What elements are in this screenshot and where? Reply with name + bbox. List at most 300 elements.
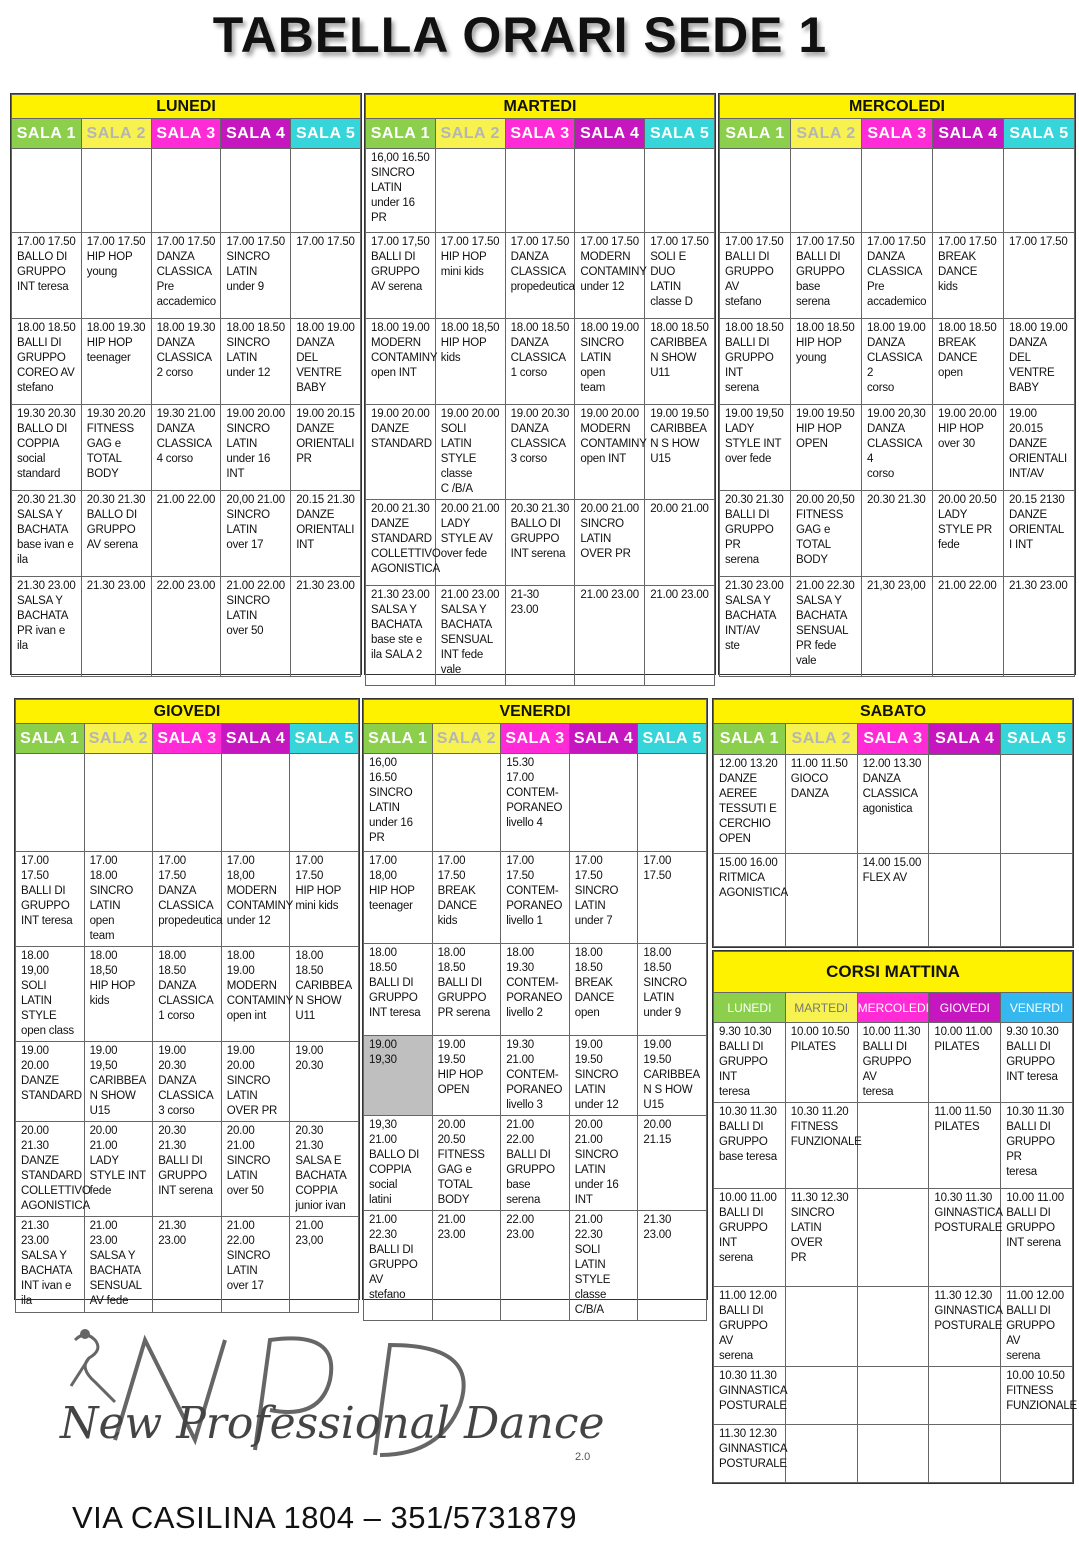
cm-cell: [785, 1103, 862, 1189]
class-text: [1001, 854, 1072, 946]
class-cell: [221, 947, 294, 1042]
class-cell: [929, 853, 1001, 946]
cm-text: [929, 1367, 1000, 1424]
class-cell: [366, 586, 436, 686]
class-cell: [290, 947, 359, 1042]
cm-text: 11.30 12.30 SINCRO LATIN OVER PR: [790, 1192, 849, 1264]
cm-cell: [929, 1103, 1001, 1189]
class-cell: [933, 577, 1004, 677]
class-text: 19.00 19,50 LADY STYLE INT over fede: [725, 408, 784, 465]
class-text: 21.30 23.00 SALSA Y BACHATA INT/AV ste: [725, 580, 784, 652]
sala-header: SALA 4: [933, 119, 1004, 149]
cm-row: [714, 1189, 1073, 1287]
time-row: [16, 852, 359, 947]
class-text: 19.00 19.50 HIP HOP OPEN: [437, 1039, 484, 1096]
schedule-sabato: [712, 698, 1074, 948]
class-cell: [81, 577, 151, 677]
cm-text: 10.00 11.00 PILATES: [934, 1026, 993, 1053]
class-cell: [84, 1122, 153, 1217]
class-text: 18.00 19.00 DANZA DEL VENTRE BABY: [1009, 322, 1068, 394]
class-text: 19.00 20.00 DANZE STANDARD: [21, 1045, 82, 1102]
cm-cell: [857, 1103, 929, 1189]
schedule-lunedi: [10, 93, 362, 675]
class-text: 22.00 23.00: [156, 580, 216, 592]
class-cell: [791, 149, 862, 233]
time-row: [366, 405, 715, 500]
time-row: [720, 577, 1075, 677]
class-cell: [221, 1042, 290, 1122]
class-cell: [151, 405, 221, 491]
class-text: 18.00 18.50 BALLI DI GRUPPO INT serena: [725, 322, 784, 394]
class-cell: [575, 233, 645, 319]
class-cell: [366, 405, 436, 500]
class-cell: [221, 319, 291, 405]
class-text: [153, 754, 221, 851]
class-text: 20.00 21.00 LADY STYLE AV over fede: [440, 503, 500, 560]
cm-text: 11.30 12.30 GINNASTICA POSTURALE: [934, 1290, 1003, 1332]
sala-header: SALA 3: [153, 724, 222, 754]
class-cell: [81, 405, 151, 491]
class-cell: [720, 577, 791, 677]
cm-text: 11.00 11.50 PILATES: [934, 1106, 992, 1133]
class-text: 18.00 19.00 MODERN CONTAMINY open int: [226, 950, 294, 1022]
class-cell: [862, 233, 933, 319]
class-text: 18.00 19.00 DANZA DEL VENTRE BABY: [296, 322, 355, 394]
time-row: [364, 1036, 707, 1116]
class-cell: [785, 754, 857, 853]
class-text: 19.30 21.00 CONTEM- PORANEO livello 3: [506, 1039, 563, 1111]
class-cell: [432, 852, 501, 944]
class-text: [85, 754, 153, 851]
class-text: 17.00 17.50 SINCRO LATIN under 7: [574, 855, 619, 927]
class-text: 17.00 17.50 DANZA CLASSICA propedeutica: [510, 236, 575, 293]
class-cell: [575, 319, 645, 405]
time-row: [12, 577, 361, 677]
class-text: 17.00 17.50 BALLI DI GRUPPO INT teresa: [21, 855, 73, 927]
cm-text: [1001, 1425, 1072, 1482]
class-cell: [791, 319, 862, 405]
class-cell: [221, 405, 291, 491]
class-cell: [933, 233, 1004, 319]
time-row: [366, 500, 715, 586]
cm-text: [786, 1287, 857, 1366]
cm-cell: [857, 1023, 929, 1103]
class-text: [720, 149, 790, 232]
class-text: 21.00 22.30 BALLI DI GRUPPO AV stefano: [369, 1214, 418, 1301]
time-row: [12, 491, 361, 577]
cm-text: [858, 1287, 929, 1366]
class-cell: [435, 586, 505, 686]
class-text: 21.00 22.00: [156, 494, 216, 506]
class-cell: [151, 319, 221, 405]
class-cell: [81, 319, 151, 405]
class-text: 19.00 20.015 DANZE ORIENTALI INT/AV: [1009, 408, 1068, 480]
class-cell: [505, 233, 575, 319]
class-cell: [645, 149, 715, 233]
class-text: 21.00 22.00 SINCRO LATIN over 50: [226, 580, 285, 637]
class-cell: [862, 491, 933, 577]
time-row: [364, 754, 707, 852]
class-cell: [16, 1217, 85, 1313]
cm-text: 11.00 12.00 BALLI DI GRUPPO AV serena: [719, 1290, 777, 1362]
class-cell: [153, 1122, 222, 1217]
class-cell: [862, 577, 933, 677]
class-text: 21.00 22.30 SALSA Y BACHATA SENSUAL PR fede vale: [796, 580, 855, 667]
class-cell: [432, 1036, 501, 1116]
class-cell: [153, 947, 222, 1042]
day-header: VENERDI: [364, 700, 707, 724]
cm-text: 10.00 11.30 BALLI DI GRUPPO AV teresa: [862, 1026, 921, 1098]
class-text: 19.00 19,30: [369, 1039, 397, 1066]
class-text: [929, 755, 1000, 853]
class-text: 17.00 17.50 HIP HOP mini kids: [295, 855, 342, 912]
class-text: 21.30 23.00 SALSA Y BACHATA INT ivan e ila: [21, 1220, 73, 1307]
class-text: 17.00 17.50 BALLI DI GRUPPO base serena: [796, 236, 855, 308]
class-text: 20.00 21.00 SINCRO LATIN over 50: [226, 1125, 271, 1197]
class-text: 17.00 17.50: [643, 855, 672, 882]
time-row: [364, 852, 707, 944]
class-cell: [84, 754, 153, 852]
class-text: 18.00 18.50 SINCRO LATIN under 9: [643, 947, 687, 1019]
class-cell: [364, 944, 433, 1036]
sala-header: SALA 3: [151, 119, 221, 149]
sala-header: SALA 1: [366, 119, 436, 149]
class-text: 20.30 21.30 SALSA Y BACHATA base ivan e ila: [17, 494, 76, 566]
class-cell: [366, 233, 436, 319]
class-cell: [84, 1217, 153, 1313]
class-cell: [435, 149, 505, 233]
class-text: 17.00 17.50 BALLO DI GRUPPO INT teresa: [17, 236, 76, 293]
cm-cell: [857, 1189, 929, 1287]
class-text: 21.00 23.00: [580, 589, 639, 601]
cm-text: 11.00 12.00 BALLI DI GRUPPO AV serena: [1006, 1290, 1064, 1362]
class-cell: [505, 586, 575, 686]
class-text: 18.00 18.50 DANZA CLASSICA 1 corso: [158, 950, 214, 1022]
class-text: 11.00 11.50 GIOCO DANZA: [790, 757, 848, 800]
class-cell: [16, 947, 85, 1042]
class-cell: [1004, 233, 1075, 319]
class-cell: [151, 233, 221, 319]
class-cell: [857, 754, 929, 853]
class-text: [786, 854, 857, 946]
schedule-venerdi: [362, 698, 708, 1316]
class-text: 20.30 21.30 BALLO DI GRUPPO INT serena: [510, 503, 570, 560]
class-cell: [933, 149, 1004, 233]
cm-cell: [1001, 1189, 1073, 1287]
class-cell: [569, 944, 638, 1036]
class-cell: [933, 491, 1004, 577]
time-row: [364, 1211, 707, 1321]
sala-header: SALA 4: [221, 119, 291, 149]
class-cell: [1004, 577, 1075, 677]
cm-cell: [785, 1023, 857, 1103]
cm-text: [786, 1367, 857, 1424]
class-text: 21.00 23.00: [650, 589, 709, 601]
class-text: 19.30 20.20 FITNESS GAG e TOTAL BODY: [86, 408, 146, 480]
class-text: 20.15 21.30 DANZE ORIENTALI INT: [296, 494, 355, 551]
class-cell: [364, 1116, 433, 1211]
class-cell: [221, 1122, 290, 1217]
time-row: [12, 233, 361, 319]
class-text: 19.00 20.00 DANZE STANDARD: [371, 408, 432, 450]
class-text: 18.00 19.30 DANZA CLASSICA 2 corso: [156, 322, 216, 379]
class-cell: [366, 319, 436, 405]
class-text: 18.00 19.00 SINCRO LATIN open team: [580, 322, 639, 394]
class-cell: [505, 500, 575, 586]
class-cell: [84, 947, 153, 1042]
logo-text: New Professional Dance: [60, 1398, 605, 1449]
class-cell: [12, 233, 82, 319]
class-cell: [720, 491, 791, 577]
class-text: 20.00 21.00 LADY STYLE INT fede: [89, 1125, 146, 1197]
class-text: 17.00 18,00 MODERN CONTAMINY under 12: [226, 855, 294, 927]
dancer-icon: [55, 1320, 635, 1480]
class-cell: [933, 405, 1004, 491]
class-text: 18.00 18,50 HIP HOP kids: [89, 950, 136, 1007]
class-text: 17.00 17.50 SINCRO LATIN under 9: [226, 236, 285, 293]
cm-cell: [785, 1287, 857, 1367]
class-text: 18.00 18.50 BREAK DANCE open: [938, 322, 997, 379]
sala-header: SALA 1: [16, 724, 85, 754]
class-text: 21.30 23.00: [296, 580, 355, 592]
class-cell: [432, 754, 501, 852]
cm-text: [858, 1103, 929, 1188]
day-header: SABATO: [714, 700, 1073, 724]
class-cell: [501, 754, 570, 852]
class-text: 19.00 20.00 SINCRO LATIN OVER PR: [226, 1045, 278, 1117]
class-text: 18.00 18.50 CARIBBEA N SHOW U11: [295, 950, 352, 1022]
class-cell: [791, 491, 862, 577]
cm-text: [858, 1367, 929, 1424]
class-cell: [645, 233, 715, 319]
cm-cell: [714, 1103, 786, 1189]
sala-header: SALA 2: [81, 119, 151, 149]
class-cell: [857, 853, 929, 946]
time-row: [16, 947, 359, 1042]
day-header: MERCOLEDI: [720, 95, 1075, 119]
class-text: 20.30 21.30: [867, 494, 926, 506]
sala-header: SALA 5: [645, 119, 715, 149]
class-text: 21.30 23.00: [1009, 580, 1068, 592]
class-cell: [81, 491, 151, 577]
class-cell: [1001, 754, 1073, 853]
cm-row: [714, 1367, 1073, 1425]
class-text: 21.30 23.00: [158, 1220, 186, 1247]
class-text: 20.30 21.30 BALLI DI GRUPPO INT serena: [158, 1125, 213, 1197]
sala-header: SALA 2: [435, 119, 505, 149]
class-cell: [501, 1116, 570, 1211]
cm-day-header: LUNEDI: [714, 993, 786, 1023]
class-text: 17.00 17.50 BREAK DANCE kids: [437, 855, 477, 927]
class-text: 20.00 21.30 DANZE STANDARD COLLETTIVO AGONISTICA: [21, 1125, 91, 1212]
class-text: 20.00 21.00 SINCRO LATIN OVER PR: [580, 503, 639, 560]
class-cell: [291, 405, 361, 491]
class-cell: [221, 577, 291, 677]
class-text: 17.00 17.50 HIP HOP mini kids: [440, 236, 500, 278]
class-text: 17.00 17.50 CONTEM- PORANEO livello 1: [506, 855, 563, 927]
cm-text: 10.30 11.20 FITNESS FUNZIONALE: [790, 1106, 862, 1148]
class-text: 19.30 20.30 BALLO DI COPPIA social standard: [17, 408, 76, 480]
class-text: 20.00 21.15: [643, 1119, 672, 1146]
class-text: [222, 754, 290, 851]
class-text: [433, 754, 501, 851]
class-text: 21,30 23,00: [867, 580, 926, 592]
class-cell: [12, 405, 82, 491]
class-text: [221, 149, 290, 232]
class-text: 18.00 18.50 BREAK DANCE open: [574, 947, 615, 1019]
class-cell: [151, 577, 221, 677]
class-text: 17.00 18.00 SINCRO LATIN open team: [89, 855, 134, 942]
class-text: 19.00 20.00 SINCRO LATIN under 16 INT: [226, 408, 285, 480]
day-header: GIOVEDI: [16, 700, 359, 724]
class-text: 17.00 17.50 SOLI E DUO LATIN classe D: [650, 236, 709, 308]
class-cell: [791, 577, 862, 677]
class-text: 20.00 21.00 SINCRO LATIN under 16 INT: [574, 1119, 619, 1206]
cm-cell: [929, 1287, 1001, 1367]
class-text: [290, 754, 358, 851]
day-header: MARTEDI: [366, 95, 715, 119]
cm-cell: [1001, 1367, 1078, 1425]
class-text: [791, 149, 861, 232]
npd-logo: [55, 1320, 635, 1480]
cm-cell: [785, 1189, 857, 1287]
sala-header: SALA 2: [432, 724, 501, 754]
class-cell: [81, 233, 151, 319]
cm-text: [929, 1425, 1000, 1482]
class-cell: [291, 319, 361, 405]
class-cell: [720, 405, 791, 491]
class-cell: [153, 1042, 222, 1122]
class-text: 16,00 16.50 SINCRO LATIN under 16 PR: [369, 757, 413, 844]
cm-cell: [714, 1189, 786, 1287]
cm-text: 10.30 11.30 BALLI DI GRUPPO base teresa: [719, 1106, 777, 1163]
class-text: 20.00 21.30 DANZE STANDARD COLLETTIVO AGONISTICA: [371, 503, 441, 575]
class-cell: [505, 405, 575, 500]
class-cell: [290, 754, 359, 852]
cm-cell: [785, 1425, 857, 1483]
class-text: 19.00 19.50 CARIBBEA N S HOW U15: [650, 408, 709, 465]
cm-cell: [714, 1425, 786, 1483]
class-text: 14.00 15.00 FLEX AV: [862, 856, 922, 884]
sala-header: SALA 1: [364, 724, 433, 754]
class-cell: [720, 233, 791, 319]
time-row: [364, 944, 707, 1036]
class-text: 20.30 21.30 SALSA E BACHATA COPPIA junior ivan: [295, 1125, 347, 1212]
class-cell: [291, 491, 361, 577]
cm-day-header: MARTEDI: [785, 993, 857, 1023]
class-text: [12, 149, 81, 232]
class-cell: [364, 852, 433, 944]
class-cell: [638, 852, 707, 944]
class-cell: [221, 852, 294, 947]
time-row: [16, 1217, 359, 1313]
schedule-giovedi: [14, 698, 360, 1307]
class-text: [638, 754, 706, 851]
class-cell: [645, 500, 715, 586]
class-text: 18.00 18.50 BALLI DI GRUPPO PR serena: [437, 947, 491, 1019]
class-cell: [791, 233, 862, 319]
class-text: 18.00 19.30 CONTEM- PORANEO livello 2: [506, 947, 563, 1019]
class-text: 21.00 23,00: [295, 1220, 324, 1247]
class-cell: [290, 1042, 359, 1122]
class-cell: [1004, 149, 1075, 233]
class-text: [291, 149, 360, 232]
sala-header: SALA 5: [290, 724, 359, 754]
class-cell: [84, 1042, 153, 1122]
class-text: 18.00 19.00 DANZA CLASSICA 2 corso: [867, 322, 926, 394]
class-text: 19.00 19.50 CARIBBEA N S HOW U15: [643, 1039, 700, 1111]
class-text: 21.30 23.00 SALSA Y BACHATA base ste e ila SALA 2: [371, 589, 430, 661]
class-text: [82, 149, 151, 232]
sala-header: SALA 4: [569, 724, 638, 754]
time-row: [720, 405, 1075, 491]
time-row: [720, 319, 1075, 405]
class-cell: [364, 1036, 433, 1116]
class-text: 17.00 17.50 DANZA CLASSICA Pre accademico: [156, 236, 216, 308]
class-text: 12.00 13.30 DANZA CLASSICA agonistica: [862, 757, 922, 815]
time-row: [366, 149, 715, 233]
cm-cell: [714, 1287, 786, 1367]
class-cell: [12, 319, 82, 405]
class-cell: [569, 754, 638, 852]
class-cell: [575, 405, 645, 500]
time-row: [12, 319, 361, 405]
cm-text: 10.30 11.30 BALLI DI GRUPPO PR teresa: [1006, 1106, 1064, 1178]
class-text: 18.00 18,50 HIP HOP kids: [440, 322, 500, 364]
cm-text: 10.00 10.50 PILATES: [790, 1026, 850, 1053]
class-cell: [84, 852, 153, 947]
class-text: [152, 149, 221, 232]
class-cell: [1004, 405, 1075, 491]
class-cell: [151, 491, 221, 577]
class-cell: [291, 233, 361, 319]
class-cell: [575, 149, 645, 233]
time-row: [16, 1122, 359, 1217]
class-text: 17.00 17.50 BREAK DANCE kids: [938, 236, 997, 293]
class-cell: [221, 754, 290, 852]
class-cell: [645, 586, 715, 686]
cm-text: [858, 1189, 929, 1286]
class-text: [570, 754, 638, 851]
day-header: LUNEDI: [12, 95, 361, 119]
sala-header: SALA 5: [1004, 119, 1075, 149]
class-cell: [12, 149, 82, 233]
corsi-mattina: [712, 950, 1078, 1484]
class-text: 21.00 22.30 SOLI LATIN STYLE classe C/B/A: [574, 1214, 611, 1316]
class-cell: [153, 852, 222, 947]
class-cell: [638, 944, 707, 1036]
class-text: 18.00 18.50 SINCRO LATIN under 12: [226, 322, 285, 379]
sala-header: SALA 4: [575, 119, 645, 149]
class-text: 18.00 19.30 HIP HOP teenager: [86, 322, 146, 364]
class-cell: [575, 500, 645, 586]
class-text: [929, 854, 1000, 946]
class-text: 15.00 16.00 RITMICA AGONISTICA: [719, 856, 788, 899]
sala-header: SALA 3: [505, 119, 575, 149]
class-text: 19.00 20.15 DANZE ORIENTALI PR: [296, 408, 355, 465]
class-cell: [366, 149, 436, 233]
time-row: [366, 586, 715, 686]
sala-header: SALA 2: [84, 724, 153, 754]
cm-cell: [929, 1189, 1001, 1287]
class-cell: [929, 754, 1001, 853]
class-cell: [151, 149, 221, 233]
class-cell: [638, 1211, 707, 1321]
class-text: 19.00 20.00 HIP HOP over 30: [938, 408, 997, 450]
cm-text: 10.00 10.50 FITNESS FUNZIONALE: [1006, 1370, 1078, 1412]
time-row: [720, 233, 1075, 319]
class-cell: [221, 233, 291, 319]
